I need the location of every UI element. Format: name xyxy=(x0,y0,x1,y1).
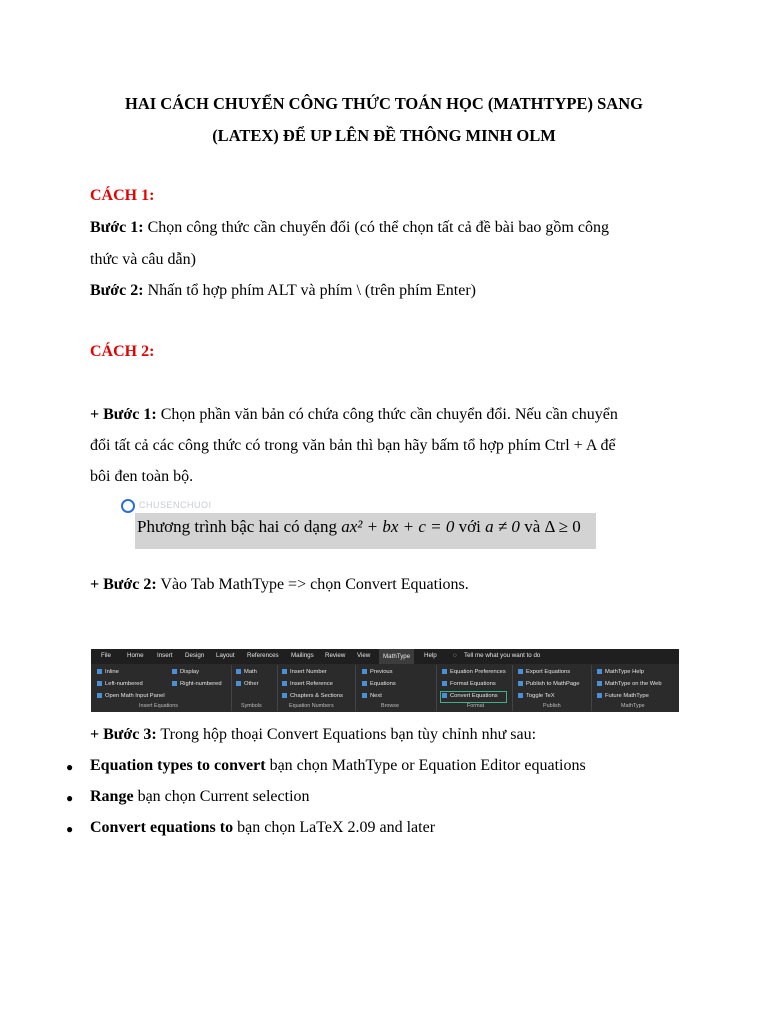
tex-icon xyxy=(518,693,523,698)
label: Previous xyxy=(370,669,393,676)
step-label: Bước 2: xyxy=(90,282,144,299)
label: Equations xyxy=(370,681,396,688)
label: Math xyxy=(244,669,257,676)
label: MathType Help xyxy=(605,669,644,676)
mathtype-help-button[interactable] xyxy=(597,669,644,675)
help-icon xyxy=(597,669,602,674)
tell-me-box[interactable]: Tell me what you want to do xyxy=(464,652,541,659)
right-numbered-icon xyxy=(172,681,177,686)
reference-icon xyxy=(282,681,287,686)
doc-title-line2: (LATEX) ĐỂ UP LÊN ĐỀ THÔNG MINH OLM xyxy=(212,126,556,145)
bullet-label: Convert equations to xyxy=(90,819,234,836)
divider xyxy=(591,665,592,711)
bullet-label: Range xyxy=(90,788,134,805)
label: Equation Preferences xyxy=(450,669,506,676)
future-icon xyxy=(597,693,602,698)
step-text: Chọn công thức cần chuyển đổi (có thể chọn tất cả đề bài bao gồm công xyxy=(143,219,609,236)
eq-cond2: Δ ≥ 0 xyxy=(544,517,581,536)
bullet-label: Equation types to convert xyxy=(90,757,266,774)
insert-reference-button[interactable] xyxy=(282,681,333,687)
left-numbered-icon xyxy=(97,681,102,686)
label: Inline xyxy=(105,669,119,676)
eq-prefix: Phương trình bậc hai có dạng xyxy=(137,517,342,536)
label: Left-numbered xyxy=(105,681,143,688)
math-input-icon xyxy=(97,693,102,698)
step-text: Vào Tab MathType => chọn Convert Equations. xyxy=(156,576,469,593)
label: Publish to MathPage xyxy=(526,681,580,688)
bullet-dot: ● xyxy=(66,822,74,836)
number-icon xyxy=(282,669,287,674)
group-label: Symbols xyxy=(241,703,262,709)
open-math-input-button[interactable] xyxy=(97,693,165,699)
chapters-sections-button[interactable] xyxy=(282,693,343,699)
inline-button[interactable] xyxy=(97,669,119,675)
label: Next xyxy=(370,693,382,700)
left-numbered-button[interactable] xyxy=(97,681,143,687)
divider xyxy=(355,665,356,711)
cach2-step1-cont2: bôi đen toàn bộ. xyxy=(90,468,194,485)
tab-insert[interactable]: Insert xyxy=(157,652,173,659)
ribbon-screenshot xyxy=(91,649,679,712)
divider xyxy=(436,665,437,711)
publish-mathpage-button[interactable] xyxy=(518,681,580,687)
lightbulb-icon: ◌ xyxy=(453,652,457,659)
previous-button[interactable] xyxy=(362,669,393,675)
cach1-heading: CÁCH 1: xyxy=(90,187,155,204)
ribbon-tabs xyxy=(91,649,679,664)
tab-mathtype[interactable]: MathType xyxy=(379,649,414,664)
display-icon xyxy=(172,669,177,674)
convert-icon xyxy=(442,693,447,698)
browse-icon xyxy=(362,681,367,686)
tab-layout[interactable]: Layout xyxy=(216,652,235,659)
step-prefix: + xyxy=(90,406,104,423)
divider xyxy=(277,665,278,711)
insert-number-button[interactable] xyxy=(282,669,327,675)
inline-icon xyxy=(97,669,102,674)
cach2-heading: CÁCH 2: xyxy=(90,343,155,360)
equations-dropdown[interactable] xyxy=(362,681,396,687)
cach1-step1 xyxy=(90,219,609,237)
label: Open Math Input Panel xyxy=(105,693,165,700)
math-symbols-button[interactable] xyxy=(236,669,257,675)
eq-formula: ax² + bx + c = 0 xyxy=(341,517,455,536)
bullet-dot: ● xyxy=(66,791,74,805)
cach2-step3 xyxy=(90,726,536,744)
eq-cond1: a ≠ 0 xyxy=(485,517,520,536)
display-button[interactable] xyxy=(172,669,199,675)
convert-equations-button[interactable] xyxy=(442,693,498,699)
bullet-text: bạn chọn Current selection xyxy=(133,788,310,805)
step-prefix: + xyxy=(90,726,104,743)
toggle-tex-button[interactable] xyxy=(518,693,555,699)
infinity-icon xyxy=(236,669,241,674)
step-text: Chọn phần văn bản có chứa công thức cần chuyển đổi. Nếu cần chuyển xyxy=(156,406,618,423)
next-button[interactable] xyxy=(362,693,382,699)
cach1-step2 xyxy=(90,282,476,300)
label: MathType on the Web xyxy=(605,681,662,688)
bullet-item xyxy=(90,788,310,806)
label: Export Equations xyxy=(526,669,571,676)
divider xyxy=(231,665,232,711)
group-label: Browse xyxy=(381,703,399,709)
bullet-text: bạn chọn LaTeX 2.09 and later xyxy=(233,819,436,836)
label: Convert Equations xyxy=(450,693,498,700)
label: Format Equations xyxy=(450,681,496,688)
right-numbered-button[interactable] xyxy=(172,681,222,687)
eq-mid: với xyxy=(454,517,486,536)
chapters-icon xyxy=(282,693,287,698)
group-label: Format xyxy=(467,703,485,709)
cach1-step1-cont: thức và câu dẫn) xyxy=(90,251,196,268)
label: Display xyxy=(180,669,200,676)
step-label: Bước 1: xyxy=(103,406,157,423)
watermark-text: CHUSENCHUOI xyxy=(139,500,212,510)
omega-icon xyxy=(236,681,241,686)
tab-mailings[interactable]: Mailings xyxy=(291,652,314,659)
web-icon xyxy=(597,681,602,686)
cach2-step2 xyxy=(90,576,469,594)
divider xyxy=(512,665,513,711)
tab-view[interactable]: View xyxy=(357,652,371,659)
tab-design[interactable]: Design xyxy=(185,652,205,659)
step-text: Nhấn tổ hợp phím ALT và phím \ (trên phím Enter) xyxy=(143,282,476,299)
export-equations-button[interactable] xyxy=(518,669,570,675)
tab-review[interactable]: Review xyxy=(325,652,346,659)
preferences-icon xyxy=(442,669,447,674)
tab-file[interactable]: File xyxy=(101,652,111,659)
group-label: Insert Equations xyxy=(139,703,178,709)
label: Other xyxy=(244,681,259,688)
publish-icon xyxy=(518,681,523,686)
step-label: Bước 1: xyxy=(90,219,144,236)
label: Toggle TeX xyxy=(526,693,555,700)
step-label: Bước 3: xyxy=(103,726,157,743)
future-mathtype-button[interactable] xyxy=(597,693,649,699)
eq-and: và xyxy=(519,517,545,536)
bullet-dot: ● xyxy=(66,760,74,774)
logo-icon xyxy=(121,499,135,513)
bullet-text: bạn chọn MathType or Equation Editor equations xyxy=(265,757,586,774)
tab-home[interactable]: Home xyxy=(127,652,144,659)
bullet-item xyxy=(90,819,435,837)
export-icon xyxy=(518,669,523,674)
bullet-item xyxy=(90,757,586,775)
label: Insert Reference xyxy=(290,681,333,688)
label: Chapters & Sections xyxy=(290,693,343,700)
label: Insert Number xyxy=(290,669,327,676)
group-label: Publish xyxy=(543,703,561,709)
other-symbols-button[interactable] xyxy=(236,681,259,687)
step-prefix: + xyxy=(90,576,104,593)
format-equations-button[interactable] xyxy=(442,681,496,687)
down-arrow-icon xyxy=(362,693,367,698)
group-label: Equation Numbers xyxy=(289,703,334,709)
up-arrow-icon xyxy=(362,669,367,674)
cach2-step1 xyxy=(90,406,618,424)
tab-help[interactable]: Help xyxy=(424,652,437,659)
format-icon xyxy=(442,681,447,686)
mathtype-web-button[interactable] xyxy=(597,681,662,687)
group-label: MathType xyxy=(621,703,645,709)
tab-references[interactable]: References xyxy=(247,652,279,659)
step-label: Bước 2: xyxy=(103,576,157,593)
equation-text xyxy=(137,517,581,537)
step-text: Trong hộp thoại Convert Equations bạn tùy chỉnh như sau: xyxy=(156,726,537,743)
equation-preferences-button[interactable] xyxy=(442,669,506,675)
label: Right-numbered xyxy=(180,681,222,688)
cach2-step1-cont: đổi tất cả các công thức có trong văn bản thì bạn hãy bấm tổ hợp phím Ctrl + A để xyxy=(90,437,616,454)
label: Future MathType xyxy=(605,693,649,700)
doc-title-line1: HAI CÁCH CHUYỂN CÔNG THỨC TOÁN HỌC (MATHTYPE) SANG xyxy=(125,94,643,113)
